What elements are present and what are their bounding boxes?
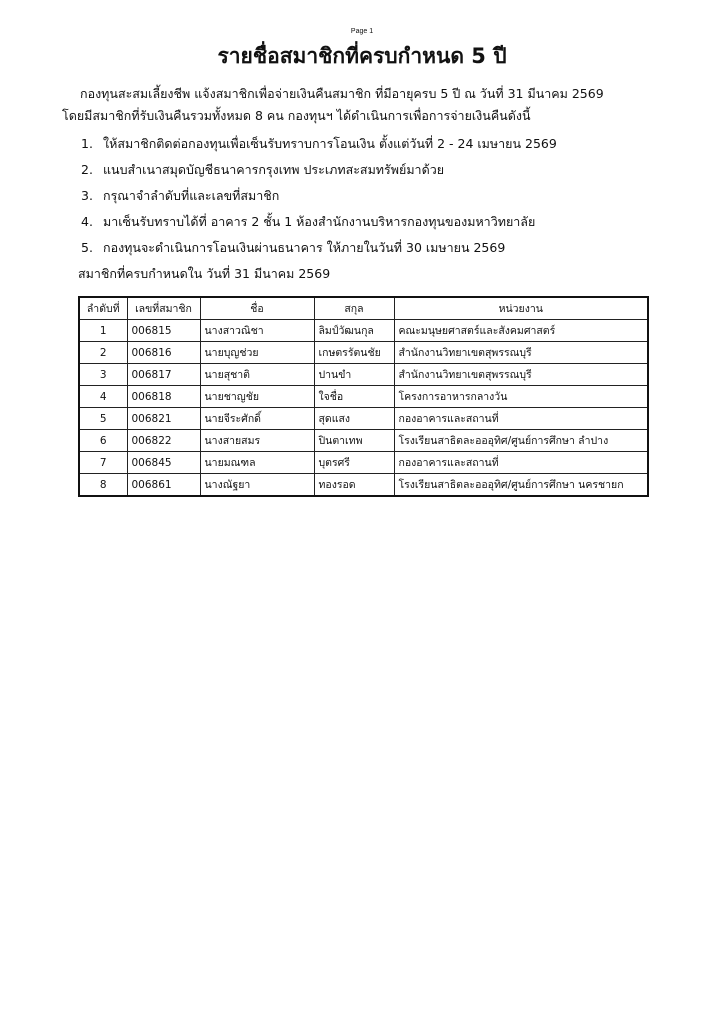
header-order: ลำดับที่ [79, 297, 127, 320]
instruction-number: 5. [81, 240, 93, 255]
cell-member-id: 006816 [127, 342, 200, 364]
cell-department: สำนักงานวิทยาเขตสุพรรณบุรี [394, 342, 648, 364]
instruction-item [81, 134, 557, 154]
table-row [79, 364, 648, 386]
cell-first-name: นางสายสมร [200, 430, 314, 452]
cell-department: โรงเรียนสาธิตละอออุทิศ/ศูนย์การศึกษา ลำปาง [394, 430, 648, 452]
header-last-name: สกุล [314, 297, 394, 320]
cell-order: 4 [79, 386, 127, 408]
document-title: รายชื่อสมาชิกที่ครบกำหนด 5 ปี [217, 44, 507, 68]
members-table-container [78, 296, 649, 497]
instruction-text: กองทุนจะดำเนินการโอนเงินผ่านธนาคาร ให้ภายในวันที่ 30 เมษายน 2569 [103, 240, 506, 255]
cell-first-name: นายสุชาติ [200, 364, 314, 386]
instruction-text: แนบสำเนาสมุดบัญชีธนาคารกรุงเทพ ประเภทสะสมทรัพย์มาด้วย [103, 162, 445, 177]
cell-member-id: 006818 [127, 386, 200, 408]
cell-last-name: ลิมป์วัฒนกุล [314, 320, 394, 342]
header-department: หน่วยงาน [394, 297, 648, 320]
cell-last-name: ทองรอด [314, 474, 394, 497]
cell-last-name: เกษตรรัตนชัย [314, 342, 394, 364]
cell-member-id: 006822 [127, 430, 200, 452]
instruction-item [81, 186, 279, 206]
cell-order: 5 [79, 408, 127, 430]
table-row [79, 452, 648, 474]
intro-line-1: กองทุนสะสมเลี้ยงชีพ แจ้งสมาชิกเพื่อจ่ายเงินคืนสมาชิก ที่มีอายุครบ 5 ปี ณ วันที่ 31 มีนาคม 2569 [80, 86, 604, 101]
table-row [79, 342, 648, 364]
cell-department: กองอาคารและสถานที่ [394, 452, 648, 474]
table-row [79, 386, 648, 408]
table-row [79, 430, 648, 452]
cell-last-name: ใจชื่อ [314, 386, 394, 408]
cell-order: 2 [79, 342, 127, 364]
page-number: Page 1 [350, 28, 374, 35]
instruction-number: 3. [81, 188, 93, 203]
table-header-row [79, 297, 648, 320]
instruction-number: 1. [81, 136, 93, 151]
instruction-number: 4. [81, 214, 93, 229]
cell-first-name: นายมณฑล [200, 452, 314, 474]
cell-order: 7 [79, 452, 127, 474]
cell-order: 1 [79, 320, 127, 342]
cell-first-name: นายบุญช่วย [200, 342, 314, 364]
cell-last-name: บุตรศรี [314, 452, 394, 474]
cell-member-id: 006821 [127, 408, 200, 430]
cell-department: โครงการอาหารกลางวัน [394, 386, 648, 408]
cell-department: คณะมนุษยศาสตร์และสังคมศาสตร์ [394, 320, 648, 342]
cell-department: สำนักงานวิทยาเขตสุพรรณบุรี [394, 364, 648, 386]
cell-member-id: 006861 [127, 474, 200, 497]
cell-order: 6 [79, 430, 127, 452]
instruction-text: กรุณาจำลำดับที่และเลขที่สมาชิก [103, 188, 280, 203]
cell-member-id: 006817 [127, 364, 200, 386]
table-row [79, 320, 648, 342]
cell-order: 3 [79, 364, 127, 386]
header-member-id: เลขที่สมาชิก [127, 297, 200, 320]
instruction-item [81, 238, 505, 258]
cell-first-name: นางสาวณิชา [200, 320, 314, 342]
instruction-text: มาเซ็นรับทราบได้ที่ อาคาร 2 ชั้น 1 ห้องสำนักงานบริหารกองทุนของมหาวิทยาลัย [103, 214, 536, 229]
header-first-name: ชื่อ [200, 297, 314, 320]
table-row [79, 408, 648, 430]
cell-last-name: ปานขำ [314, 364, 394, 386]
cell-department: โรงเรียนสาธิตละอออุทิศ/ศูนย์การศึกษา นครชายก [394, 474, 648, 497]
instruction-number: 2. [81, 162, 93, 177]
table-row [79, 474, 648, 497]
instruction-item [81, 212, 535, 232]
instruction-text: ให้สมาชิกติดต่อกองทุนเพื่อเซ็นรับทราบการโอนเงิน ตั้งแต่วันที่ 2 - 24 เมษายน 2569 [103, 136, 557, 151]
cell-member-id: 006815 [127, 320, 200, 342]
cell-first-name: นายชาญชัย [200, 386, 314, 408]
members-table [78, 296, 649, 497]
intro-line-2: โดยมีสมาชิกที่รับเงินคืนรวมทั้งหมด 8 คน กองทุนฯ ได้ดำเนินการเพื่อการจ่ายเงินคืนดังนี้ [62, 108, 531, 123]
cell-order: 8 [79, 474, 127, 497]
cell-last-name: ปินตาเทพ [314, 430, 394, 452]
cell-department: กองอาคารและสถานที่ [394, 408, 648, 430]
cell-member-id: 006845 [127, 452, 200, 474]
cell-first-name: นางณัฐยา [200, 474, 314, 497]
instruction-item [81, 160, 444, 180]
cell-first-name: นายจีระศักดิ์ [200, 408, 314, 430]
cell-last-name: สุดแสง [314, 408, 394, 430]
due-date-line: สมาชิกที่ครบกำหนดใน วันที่ 31 มีนาคม 2569 [78, 266, 331, 281]
